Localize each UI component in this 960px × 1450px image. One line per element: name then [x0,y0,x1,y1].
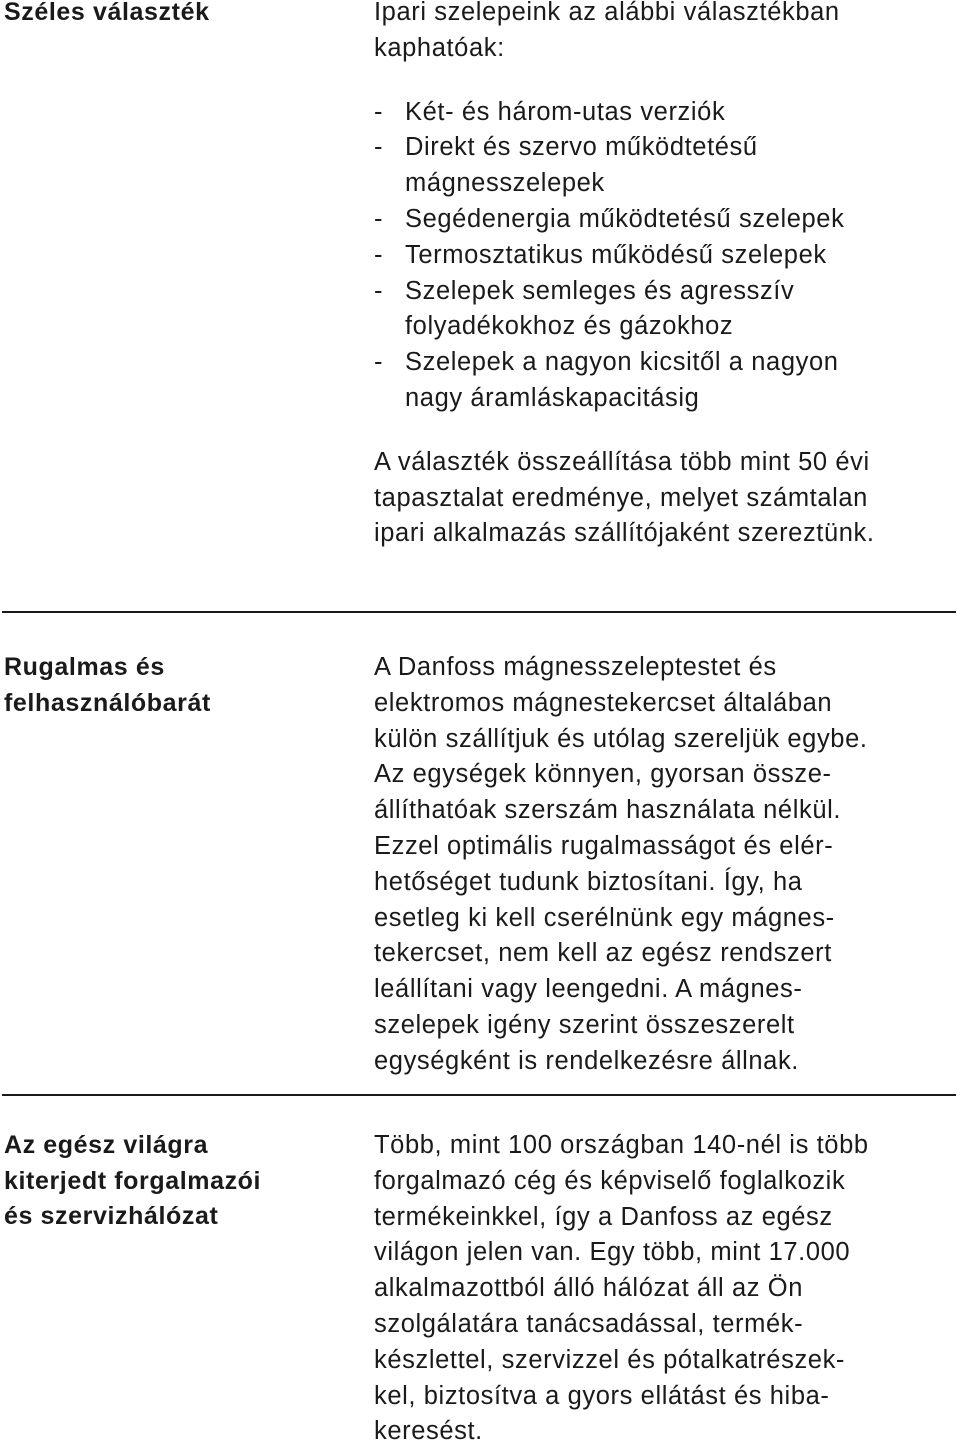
body-line: szelepek igény szerint összeszerelt [374,1010,795,1039]
list-item-line: Termosztatikus működésű szelepek [405,240,827,269]
heading-line: és szervizhálózat [4,1202,219,1230]
list-item [374,130,960,202]
list-dash: - [374,240,384,269]
section-divider [2,611,956,613]
body-line: világon jelen van. Egy több, mint 17.000 [374,1238,851,1267]
body-line: elektromos mágnestekercset általában [374,688,833,717]
body-line: forgalmazó cég és képviselő foglalkozik [374,1166,846,1195]
body-line: Ezzel optimális rugalmasságot és elér- [374,831,834,860]
section-heading [4,1128,344,1235]
body-line: tapasztalat eredménye, melyet számtalan [374,483,868,512]
list-item [374,95,960,131]
list-item [374,274,960,346]
body-line: hetőséget tudunk biztosítani. Így, ha [374,867,803,896]
list-item [374,345,960,417]
body-line: szolgálatára tanácsadással, termék- [374,1309,804,1338]
list-dash: - [374,133,384,162]
body-line: Az egységek könnyen, gyorsan össze- [374,760,832,789]
section-body [374,0,960,552]
list-item-line: Segédenergia működtetésű szelepek [405,204,845,233]
heading-line: kiterjedt forgalmazói [4,1166,262,1195]
heading-line: Rugalmas és [4,653,165,681]
section-heading [4,0,344,31]
list-dash: - [374,204,384,233]
product-range-list [374,95,960,417]
paragraph-spacer [374,417,960,445]
body-line: alkalmazottból álló hálózat áll az Ön [374,1274,804,1303]
list-item-line: nagy áramláskapacitásig [405,383,700,412]
body-line: leállítani vagy leengedni. A mágnes- [374,975,803,1004]
body-line: készlettel, szervizzel és pótalkatrészek- [374,1345,846,1374]
body-line: termékeinkkel, így a Danfoss az egész [374,1202,833,1231]
body-line: ipari alkalmazás szállítójaként szereztünk. [374,519,875,548]
list-item-line: Szelepek a nagyon kicsitől a nagyon [405,348,839,377]
body-line: állíthatóak szerszám használata nélkül. [374,796,842,825]
section-divider [2,1094,956,1096]
list-dash: - [374,348,384,377]
list-dash: - [374,276,384,305]
list-item-line: mágnesszelepek [405,169,605,198]
body-line: A választék összeállítása több mint 50 évi [374,447,870,476]
heading-line: felhasználóbarát [4,688,211,717]
list-item-line: Szelepek semleges és agresszív [405,276,795,305]
list-item-line: Két- és három-utas verziók [405,97,726,126]
section-body [374,650,960,1080]
list-item-line: Direkt és szervo működtetésű [405,133,758,162]
section-heading [4,650,344,721]
body-line: tekercset, nem kell az egész rendszert [374,939,832,968]
body-line: esetleg ki kell cserélnünk egy mágnes- [374,903,835,932]
list-item [374,238,960,274]
paragraph-spacer [374,67,960,95]
body-line: kel, biztosítva a gyors ellátást és hiba- [374,1381,830,1410]
section-body [374,1128,960,1450]
list-dash: - [374,97,384,126]
list-item-line: folyadékokhoz és gázokhoz [405,312,734,341]
heading-line: Széles választék [4,0,210,26]
body-line: kaphatóak: [374,33,505,62]
body-line: Ipari szelepeink az alábbi választékban [374,0,840,26]
body-line: külön szállítjuk és utólag szereljük egybe. [374,724,868,753]
body-line: keresést. [374,1417,483,1446]
list-item [374,202,960,238]
body-line: A Danfoss mágnesszeleptestet és [374,653,777,681]
heading-line: Az egész világra [4,1131,209,1159]
body-line: egységként is rendelkezésre állnak. [374,1046,799,1075]
body-line: Több, mint 100 országban 140-nél is több [374,1131,869,1159]
